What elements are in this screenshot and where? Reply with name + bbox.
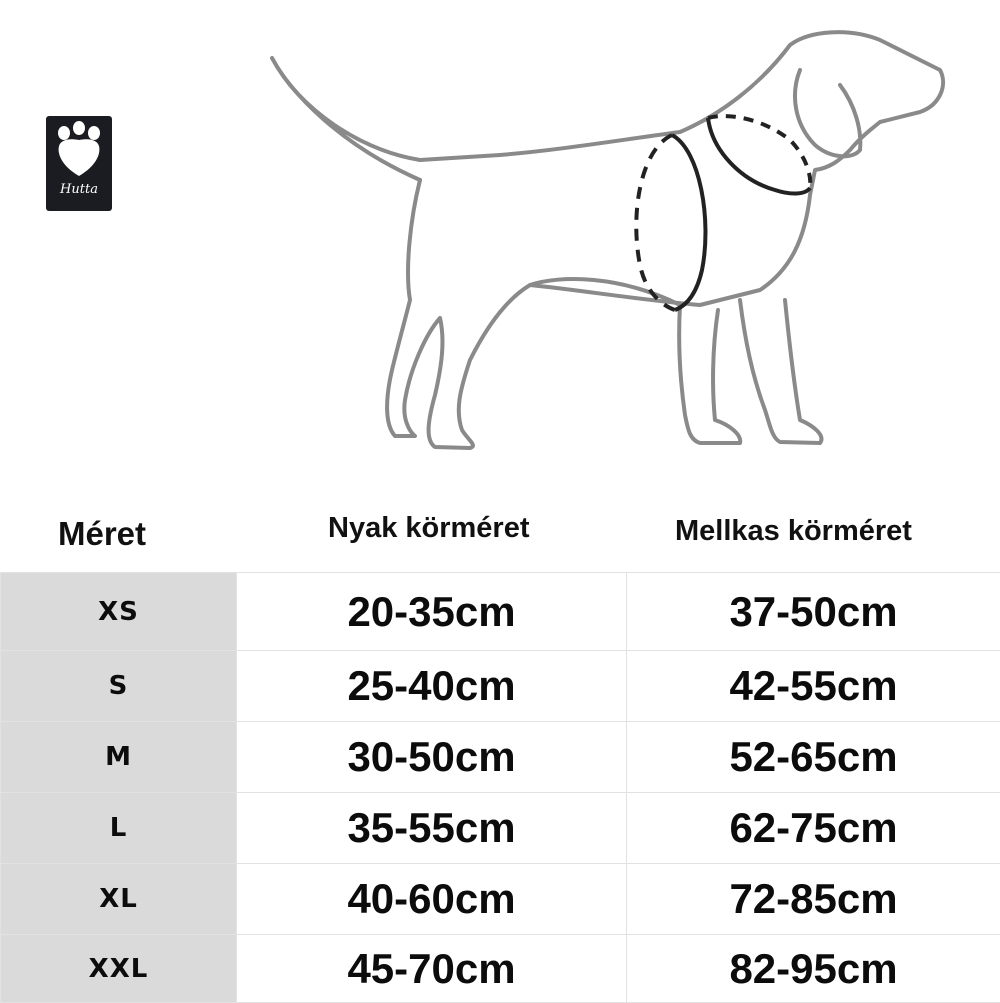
dog-front-leg-right xyxy=(740,300,821,443)
size-cell: XL xyxy=(1,864,237,935)
size-table-headers xyxy=(0,505,1000,571)
brand-logo xyxy=(46,116,112,211)
chest-cell: 62-75cm xyxy=(627,793,1000,864)
neck-band-solid xyxy=(708,118,810,194)
chest-cell: 72-85cm xyxy=(627,864,1000,935)
brand-logo-text: Hutta xyxy=(46,182,112,197)
dog-body-outline xyxy=(387,32,943,448)
header-size: Méret xyxy=(58,515,146,553)
neck-cell: 25-40cm xyxy=(237,651,627,722)
size-chart-table xyxy=(0,572,1000,1003)
neck-cell: 35-55cm xyxy=(237,793,627,864)
table-row xyxy=(1,573,1000,651)
header-chest-circumference: Mellkas körméret xyxy=(675,515,912,548)
size-cell: XXL xyxy=(1,935,237,1003)
dog-outline-illustration xyxy=(0,0,1000,500)
dog-front-leg-left xyxy=(679,305,740,443)
chest-cell: 37-50cm xyxy=(627,573,1000,651)
table-row xyxy=(1,722,1000,793)
paw-icon xyxy=(46,116,112,186)
size-cell: XS xyxy=(1,573,237,651)
table-row xyxy=(1,651,1000,722)
chest-cell: 82-95cm xyxy=(627,935,1000,1003)
table-row xyxy=(1,935,1000,1003)
chest-band-solid xyxy=(672,135,705,310)
chest-cell: 52-65cm xyxy=(627,722,1000,793)
table-row xyxy=(1,793,1000,864)
header-neck-circumference: Nyak körméret xyxy=(328,512,530,545)
chest-band-dashed xyxy=(636,135,675,310)
dog-ear xyxy=(795,70,860,156)
size-cell: M xyxy=(1,722,237,793)
size-cell: S xyxy=(1,651,237,722)
neck-cell: 20-35cm xyxy=(237,573,627,651)
chest-cell: 42-55cm xyxy=(627,651,1000,722)
table-row xyxy=(1,864,1000,935)
neck-cell: 30-50cm xyxy=(237,722,627,793)
neck-cell: 45-70cm xyxy=(237,935,627,1003)
size-cell: L xyxy=(1,793,237,864)
dog-tail xyxy=(272,58,420,180)
neck-cell: 40-60cm xyxy=(237,864,627,935)
